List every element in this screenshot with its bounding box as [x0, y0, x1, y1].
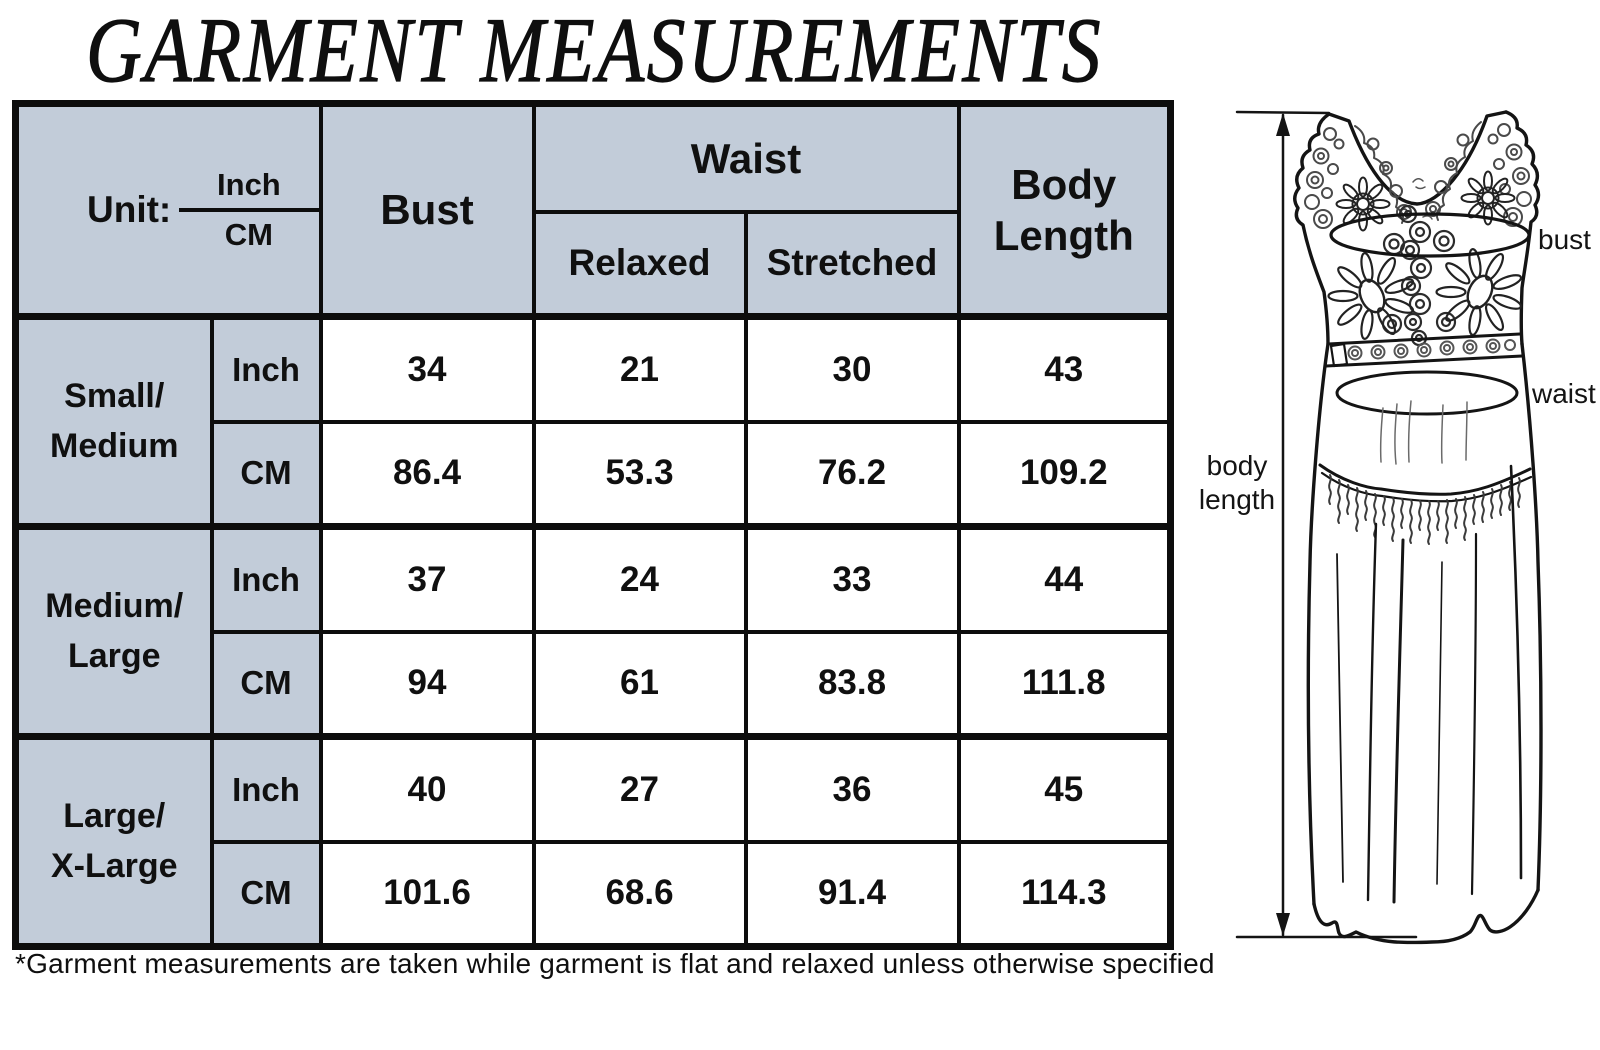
- value-cell: 86.4: [321, 422, 534, 527]
- value-cell: 34: [321, 317, 534, 422]
- row-unit-inch: Inch: [212, 527, 321, 632]
- waist-label: waist: [1532, 378, 1596, 409]
- body-length-label-line1: body: [1206, 450, 1268, 481]
- arrowhead-down: [1276, 913, 1290, 936]
- bust-label: bust: [1538, 224, 1591, 255]
- unit-fraction: [179, 167, 318, 253]
- value-cell: 45: [959, 737, 1171, 842]
- value-cell: 109.2: [959, 422, 1171, 527]
- body-length-line1: Body: [1011, 160, 1117, 208]
- arrowhead-up: [1276, 113, 1290, 136]
- unit-inch-label: Inch: [217, 167, 281, 202]
- value-cell: 101.6: [321, 842, 534, 947]
- value-cell: 53.3: [534, 422, 746, 527]
- row-unit-inch: Inch: [212, 737, 321, 842]
- body-length-line2: Length: [993, 212, 1134, 259]
- value-cell: 76.2: [746, 422, 959, 527]
- value-cell: 24: [534, 527, 746, 632]
- value-cell: 43: [959, 317, 1171, 422]
- size-cell-medium-large: [16, 527, 212, 737]
- header-cell-stretched: Stretched: [746, 212, 959, 317]
- unit-label: Unit:: [87, 189, 172, 230]
- header-cell-waist: Waist: [534, 104, 959, 212]
- garment-diagram: [1180, 92, 1600, 952]
- row-unit-cm: CM: [212, 842, 321, 947]
- header-cell-body-length: [959, 104, 1171, 317]
- row-unit-cm: CM: [212, 422, 321, 527]
- size-line2: Medium: [50, 426, 179, 465]
- value-cell: 30: [746, 317, 959, 422]
- header-cell-relaxed: Relaxed: [534, 212, 746, 317]
- value-cell: 91.4: [746, 842, 959, 947]
- size-line1: Small/: [64, 377, 165, 416]
- page-title: GARMENT MEASUREMENTS: [86, 0, 1104, 101]
- unit-cm-label: CM: [224, 217, 273, 252]
- waist-ellipse: [1337, 372, 1517, 414]
- value-cell: 68.6: [534, 842, 746, 947]
- value-cell: 40: [321, 737, 534, 842]
- dress-line-art: [1295, 112, 1541, 943]
- row-unit-inch: Inch: [212, 317, 321, 422]
- value-cell: 36: [746, 737, 959, 842]
- row-unit-cm: CM: [212, 632, 321, 737]
- size-line1: Large/: [63, 797, 166, 836]
- size-line2: Large: [67, 636, 161, 675]
- unit-header-cell: [16, 104, 321, 317]
- value-cell: 33: [746, 527, 959, 632]
- value-cell: 37: [321, 527, 534, 632]
- value-cell: 27: [534, 737, 746, 842]
- value-cell: 94: [321, 632, 534, 737]
- value-cell: 114.3: [959, 842, 1171, 947]
- size-line2: X-Large: [50, 846, 178, 885]
- size-cell-large-xlarge: [16, 737, 212, 947]
- body-length-label-line2: length: [1198, 484, 1276, 515]
- size-chart-table: [12, 100, 1174, 950]
- footnote: *Garment measurements are taken while garment is flat and relaxed unless otherwise specified: [15, 948, 1215, 979]
- value-cell: 21: [534, 317, 746, 422]
- size-line1: Medium/: [45, 587, 184, 626]
- value-cell: 44: [959, 527, 1171, 632]
- value-cell: 111.8: [959, 632, 1171, 737]
- size-cell-small-medium: [16, 317, 212, 527]
- value-cell: 61: [534, 632, 746, 737]
- value-cell: 83.8: [746, 632, 959, 737]
- header-cell-bust: Bust: [321, 104, 534, 317]
